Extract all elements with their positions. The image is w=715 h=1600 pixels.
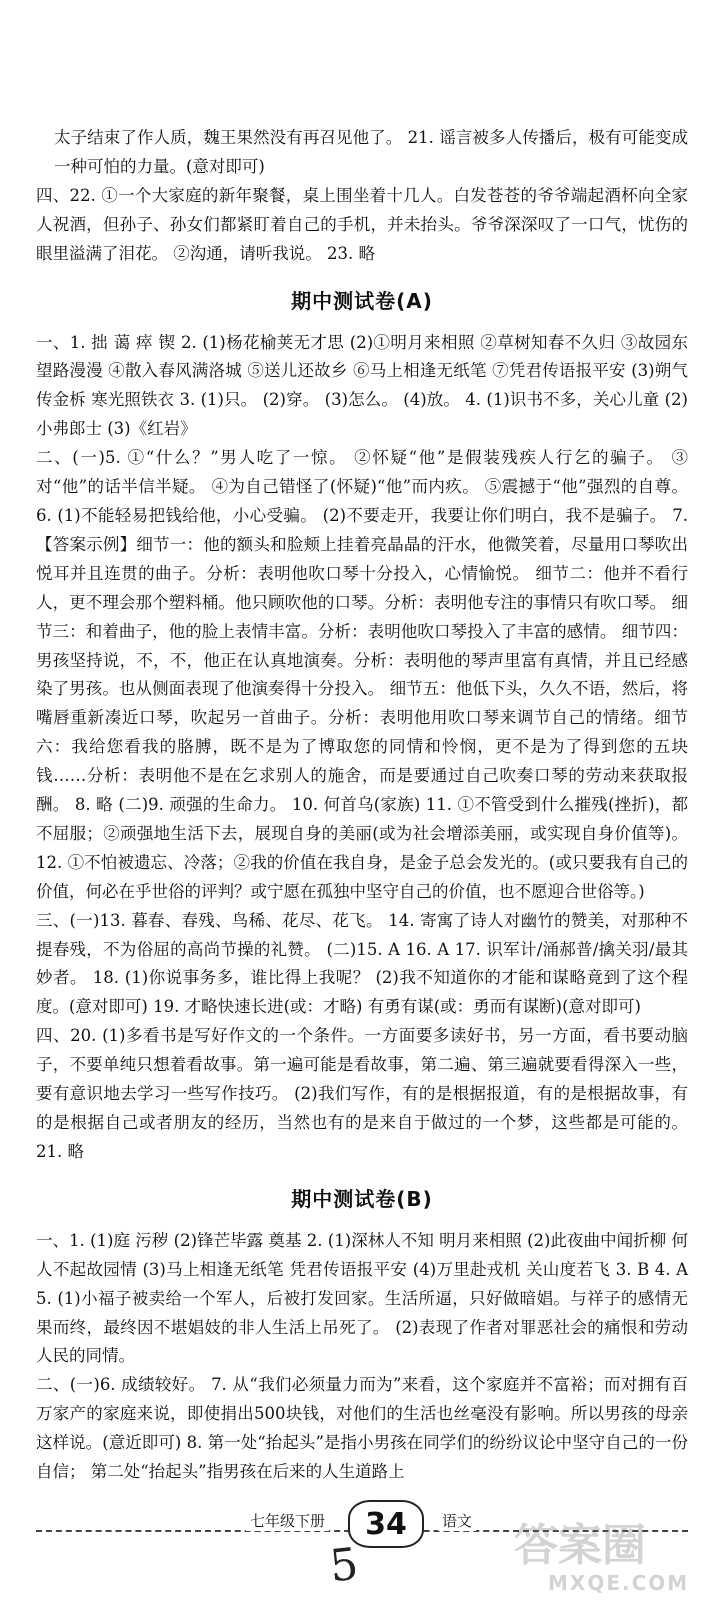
page-number-badge xyxy=(348,1500,424,1548)
section-title: 期中测试卷(A) xyxy=(291,288,433,313)
watermark-url-text: MXQE.COM xyxy=(548,1571,690,1595)
watermark-logo xyxy=(508,1510,708,1596)
answer-paragraph: 二、(一)6. 成绩较好。 7. 从“我们必须量力而为”来看，这个家庭并不富裕；而对拥有百万家产的家庭来说，即使捐出500块钱，对他们的生活也丝毫没有影响。所以男孩的母亲这样说。(意近即可) 8. 第一处“抬起头”是指小男孩在同学们的纷纷议论中坚守自己的一份自信； 第二处“抬起头”指男孩在后来的人生道路上 xyxy=(36,1375,688,1482)
answer-paragraph: 一、1. 拙 蔼 瘁 锲 2. (1)杨花榆荚无才思 (2)①明月来相照 ②草树知春不久归 ③故园东望路漫漫 ④散入春风满洛城 ⑤送儿还故乡 ⑥马上相逢无纸笔 ⑦凭君传语报平安 (3)朔气传金柝 寒光照铁衣 3. (1)只。 (2)穿。 (3)怎么。 (4)放。 4. (1)识书不多，关心儿童 (2)小弗郎士 (3)《红岩》 xyxy=(36,332,688,439)
page-number: 34 xyxy=(365,1506,407,1542)
answer-content xyxy=(36,124,688,1487)
section-title: 期中测试卷(B) xyxy=(291,1186,433,1211)
answer-paragraph: 四、22. ①一个大家庭的新年聚餐，桌上围坐着十几人。白发苍苍的爷爷端起酒杯向全家人祝酒，但孙子、孙女们都紧盯着自己的手机，并未抬头。爷爷深深叹了一口气，忧伤的眼里溢满了泪花。 ②沟通，请听我说。 23. 略 xyxy=(36,185,688,263)
answer-paragraph: 二、(一)5. ①“什么？”男人吃了一惊。 ②怀疑“他”是假装残疾人行乞的骗子。 ③对“他”的话半信半疑。 ④为自己错怪了(怀疑)“他”而内疚。 ⑤震撼于“他”强烈的自尊。 6. (1)不能轻易把钱给他，小心受骗。 (2)不要走开，我要让你们明白，我不是骗子。 7.【答案示例】细节一：他的额头和脸颊上挂着亮晶晶的汗水，他微笑着，尽量用口琴吹出悦耳并且连贯的曲子。分析：表明他吹口琴十分投入，心情愉悦。 细节二：他并不看行人，更不理会那个塑料桶。他只顾吹他的口琴。分析：表明他专注的事情只有吹口琴。 细节三：和着曲子，他的脸上表情丰富。分析：表明他吹口琴投入了丰富的感情。 细节四：男孩坚持说，不，不，他正在认真地演奏。分析：表明他的琴声里富有真情，并且已经感染了男孩。也从侧面表现了他演奏得十分投入。 细节五：他低下头，久久不语，然后，将嘴唇重新凑近口琴，吹起另一首曲子。分析：表明他用吹口琴来调节自己的情绪。细节六：我给您看我的胳膊，既不是为了博取您的同情和怜悯，更不是为了得到您的五块钱……分析：表明他不是在乞求别人的施舍，而是要通过自己吹奏口琴的劳动来获取报酬。 8. 略 (二)9. 顽强的生命力。 10. 何首乌(家族) 11. ①不管受到什么摧残(挫折)，都不屈服；②顽强地生活下去，展现自身的美丽(或为社会增添美丽，或实现自身价值等)。 12. ①不怕被遗忘、冷落；②我的价值在我自身，是金子总会发光的。(或只要我有自己的价值，何必在乎世俗的评判？或宁愿在孤独中坚守自己的价值，也不愿迎合世俗等。) xyxy=(36,448,688,901)
answer-paragraph: 三、(一)13. 暮春、春残、鸟稀、花尽、花飞。 14. 寄寓了诗人对幽竹的赞美，对那种不提春残，不为俗屈的高尚节操的礼赞。 (二)15. A 16. A 17. 识军计/涌郝普/擒关羽/最其妙者。 18. (1)你说事务多，谁比得上我呢？ (2)我不知道你的才能和谋略竟到了这个程度。(意对即可) 19. 才略快速长进(或：才略) 有勇有谋(或：勇而有谋断)(意对即可) xyxy=(36,910,688,1017)
answer-paragraph: 一、1. (1)庭 污秽 (2)锋芒毕露 奠基 2. (1)深林人不知 明月来相照 (2)此夜曲中闻折柳 何人不起故园情 (3)马上相逢无纸笔 凭君传语报平安 (4)万里赴戎机 关山度若飞 3. B 4. A 5. (1)小福子被卖给一个军人，后被打发回家。生活所逼，只好做暗娼。与祥子的感情无果而终，最终因不堪娼妓的非人生活上吊死了。 (2)表现了作者对罪恶社会的痛恨和劳动人民的同情。 xyxy=(36,1230,688,1366)
watermark-main-text: 答案圈 xyxy=(514,1520,646,1571)
handwritten-mark: 5 xyxy=(327,1538,361,1593)
answer-paragraph: 四、20. (1)多看书是写好作文的一个条件。一方面要多读好书，另一方面，看书要动脑子，不要单纯只想着看故事。第一遍可能是看故事，第二遍、第三遍就要看得深入一些，要有意识地去学习一些写作技巧。 (2)我们写作，有的是根据报道，有的是根据故事，有的是根据自己或者朋友的经历，当然也有的是来自于做过的一个梦，这些都是可能的。 21. 略 xyxy=(36,1026,688,1161)
footer-grade: 七年级下册 xyxy=(246,1510,329,1531)
footer-subject: 语文 xyxy=(438,1510,476,1531)
answer-paragraph: 太子结束了作人质，魏王果然没有再召见他了。 21. 谣言被多人传播后，极有可能变成一种可怕的力量。(意对即可) xyxy=(54,128,688,176)
